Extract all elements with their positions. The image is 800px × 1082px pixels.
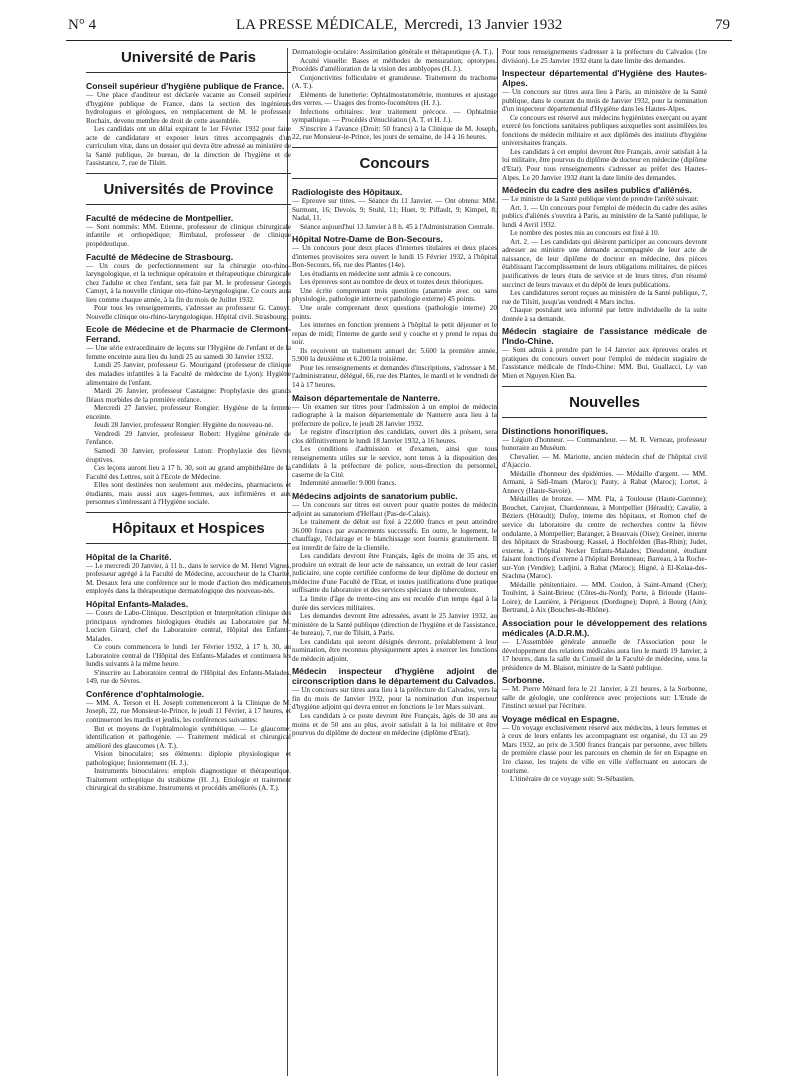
article-paragraph: — Le ministre de la Santé publique vient de prendre l'arrêté suivant: [502,195,699,204]
article [502,326,707,380]
article-paragraph: — Un concours sur titres est ouvert pour quatre postes de médecin adjoint au sanatorium d'Helfaut (Pas-de-Calais). [292,500,497,518]
article-paragraph: S'inscrire au Laboratoire central de l'Hôpital des Enfants-Malades, 149, rue de Sèvres. [86,668,291,686]
issue-date: Mercredi, 13 Janvier 1932 [404,17,563,33]
article [86,213,291,249]
article [502,675,707,711]
article-paragraph: Le registre d'inscription des candidats, ouvert dès à présent, sera clos définitivement le lundi 18 Janvier 1932, à 16 heures. [292,428,497,445]
section [502,48,707,381]
article-title: Distinctions honorifiques. [502,425,608,436]
article-paragraph: Médaille d'honneur des épidémies. — Médaille d'argent. — MM. Armani, à Sidi-Imam (Maroc); Pauty, à Rabat (Maroc); Lortet, à Annecy (Haute-Savoie). [502,469,707,495]
article-title: Hôpital Enfants-Malades. [86,598,189,609]
article-paragraph: — MM. A. Terson et H. Joseph commenceront à la Clinique de M. Joseph, 22, rue Monsieur-le-Prince, le jeudi 11 Février, à 17 heures, et continueront les mardis et jeudis, les conférences suivantes: [86,698,291,724]
article-paragraph: Le nombre des postes mis au concours est fixé à 10. [510,229,660,238]
article [292,666,497,737]
article-paragraph: — L'Assemblée générale annuelle de l'Association pour le développement des relations médicales aura lieu le mardi 19 Janvier, à 17 heures, dans la salle du Conseil de la Faculté de médecine, sous la présidence de M. Blaisot, ministre de la Santé publique. [502,637,707,672]
section [86,173,291,507]
article-paragraph: Art. 2. — Les candidats qui désirent participer au concours devront adresser au ministre une demande accompagnée de leur acte de naissance, de leur diplôme de docteur en médecine, des pièces établissant l'accomplissement de leurs obligations militaires, de pièces justificatives de leurs états de service et de leurs titres, d'un résumé succinct de leurs travaux et du dépôt de leurs publications. [502,237,707,289]
section [502,386,707,784]
article-title: Faculté de Médecine de Strasbourg. [86,251,234,262]
article-paragraph: Les candidatures seront reçues au ministère de la Santé publique, 7, rue de Tilsitt, jusqu'au vendredi 4 Mars inclus. [502,289,707,306]
section-heading: Université de Paris [86,48,291,73]
journal-name: LA PRESSE MÉDICALE, [236,17,398,33]
article-title: Association pour le développement des relations médicales (A.D.R.M.). [502,617,707,638]
article-paragraph: — Une place d'auditeur est déclarée vacante au Conseil supérieur d'hygiène publique de France, dans la section des ingénieurs hydrologues et géologues, en remplacement de M. le professeur Rochaix, devenu membre de droit de cette assemblée. [86,91,291,125]
article-title: Sorbonne. [502,675,545,686]
article [502,714,707,784]
article-paragraph: Les conditions d'admission et d'examen, ainsi que tous renseignements utiles sur le service, sont tenus à la disposition des candidats à la préfecture de police, sous-direction du personnel, caserne de la Cité. [292,445,497,479]
article [502,48,707,65]
article-title: Hôpital Notre-Dame de Bon-Secours. [292,234,443,245]
article-paragraph: Les candidats à ce poste devront être Français, âgés de 30 ans au moins et de 50 ans au plus, avoir satisfait à la loi militaire et être pourvus du diplôme de docteur en médecine (diplôme d'Etat). [292,712,497,738]
article-paragraph: Une orale comprenant deux questions (pathologie interne) 20 points. [292,304,497,321]
column-left [86,46,291,1076]
article-title: Hôpital de la Charité. [86,551,172,562]
article-paragraph: Ce concours est réservé aux médecins hygiénistes exerçant ou ayant exercé les fonctions sanitaires publiques auxquelles sont assimilées les fonctions de médecin militaire et aux diplômés des instituts d'hygiène universitaires français. [502,113,707,148]
article-title: Médecin du cadre des asiles publics d'aliénés. [502,185,692,196]
article-title: Maison départementale de Nanterre. [292,392,441,403]
section [86,48,291,168]
column-middle [292,46,497,1076]
article-paragraph: Conjonctivites folliculaire et granuleuse. Traitement du trachome (A. T.). [292,73,497,91]
article-paragraph: — Sont nommés: MM. Etienne, professeur de clinique chirurgicale infantile et orthopédique; Rimbaud, professeur de clinique propédeutique. [86,222,291,249]
article-paragraph: Médailles de bronze. — MM. Pla, à Toulouse (Haute-Garonne); Bouchet, Carejust, Chardonneau, à Montpellier (Hérault); Cavalie, à Béziers (Hérault); Dufoy, interne des hôpitaux, et Romon chef de service du laboratoire du centre de recherches contre la fièvre ondulante, à Montpellier; Baranger, à Beauvais (Oise); Greiner, interne des hôpitaux de Strasbourg; Kassel, à Hochfelden (Bas-Rhin); Judet, externe, à l'hôpital Necker Enfants-Malades; Dieudonné, étudiant faisant fonctions d'externe à l'hôpital Bretonneau; Barreau, à la Roche-sur-Yon (Vendée); Ladjini, à Rabat (Maroc); Higné, à El-Kelaa-des-Srachna (Maroc). [502,495,707,581]
article-paragraph: — Cours de Labo-Clinique. Description et Interprétation clinique des principaux syndromes biologiques étudiés au Laboratoire par M. Lucien Girard, chef du Laboratoire central, Hôpital des Enfants-Malades. [86,608,291,643]
article [502,68,707,182]
section-heading: Hôpitaux et Hospices [86,512,291,544]
article-paragraph: Elles sont destinées non seulement aux médecins, pharmaciens et étudiants, mais aussi aux sages-femmes, aux infirmières et aux personnes s'intéressant à l'Hygiène sociale. [86,481,291,507]
article-paragraph: Ces leçons auront lieu à 17 h. 30, soit au grand amphithéâtre de la Faculté des Lettres, soit à l'Ecole de Médecine. [86,464,291,481]
section-heading: Concours [292,147,497,179]
article-paragraph: — Un concours sur titres aura lieu à la préfecture du Calvados, vers la fin du mois de Janvier 1932, pour la nomination d'un inspecteur d'hygiène adjoint qui devra entrer en fonctions le 1er Mars suivant. [292,686,497,712]
article-paragraph: S'inscrire à l'avance (Droit: 50 francs) à la Clinique de M. Joseph, 22, rue Monsieur-le-Prince, les jours de semaine, de 14 à 16 heures. [292,124,497,142]
section [292,147,497,738]
article-title: Conseil supérieur d'hygiène publique de France. [86,81,285,91]
article-paragraph: Médaille pénitentiaire. — MM. Coulon, à Saint-Amand (Cher); Toulvint, à Saint-Brieuc (Côtes-du-Nord); Porte, à Brioude (Haute-Loire); de Laurière, à Périgueux (Dordogne); Dupré, à Bourg (Ain); Bertrand, à Aix (Bouches-du-Rhône). [502,580,707,615]
article-paragraph: Art. 1. — Un concours pour l'emploi de médecin du cadre des asiles publics d'aliénés s'ouvrira à Paris, au ministère de la Santé publique, le lundi 4 Avril 1932. [502,203,707,229]
article-title: Radiologiste des Hôpitaux. [292,187,403,198]
article-paragraph: Les demandes devront être adressées, avant le 25 Janvier 1932, au ministère de la Santé publique (direction de l'hygiène et de l'assistance, 4e bureau), 7, rue de Tilsitt, à Paris. [292,612,497,638]
article [86,552,291,596]
article-paragraph: Les candidats devront être Français, âgés de moins de 35 ans, et produire un extrait de leur acte de naissance, un extrait de leur casier judiciaire, une copie certifiée conforme de leur diplôme de docteur en médecine d'une Faculté de l'Etat, et toutes justifications d'une pratique suffisante du laboratoire et des services spéciaux de tuberculeux. [292,552,497,595]
article-paragraph: Pour tous les renseignements, s'adresser au professeur G. Canuyt. Nouvelle clinique oto-rhino-laryngologique. Hôpital civil. Strasbourg. [86,304,291,321]
article [86,81,291,168]
article [292,491,497,663]
article [502,426,707,615]
article-paragraph: — Un voyage exclusivement réservé aux médecins, à leurs femmes et à ceux de leurs enfants les accompagnant est organisé, du 13 au 29 Mars 1932, au prix de 3.500 francs français par personne, avec billets de première classe pour les parcours en chemin de fer en Espagne en 1re classe, les trajets de ville en ville s'effectuant en autocars de tourisme. [502,723,707,775]
article-paragraph: Vendredi 29 Janvier, professeur Robert: Hygiène générale de l'enfance. [86,429,291,447]
article-paragraph: Mercredi 27 Janvier, professeur Rongier: Hygiène de la femme enceinte. [86,404,291,421]
section-heading: Universités de Province [86,173,291,205]
article-paragraph: — M. Pierre Ménard fera le 21 Janvier, à 21 heures, à la Sorbonne, salle de géologie, une conférence avec projections sur: L'Etude de l'instinct sexuel par l'écriture. [502,685,707,711]
article-title: Médecin inspecteur d'hygiène adjoint de circonscription dans le département du Calvados. [292,666,497,687]
article [86,599,291,686]
article-paragraph: — Un cours de perfectionnement sur la chirurgie oto-rhino-laryngologique, et la technique opératoire et thérapeutique chirurgicale chez l'adulte et chez l'enfant, sera fait par M. le professeur Georges Canuyt, à la nouvelle clinique oto-rhino-laryngologique. Ce cours aura lieu comme chaque année, à la fin du mois de Juillet 1932. [86,261,291,304]
article-paragraph: Samedi 30 Janvier, professeur Luton: Prophylaxie des fièvres éruptives. [86,446,291,464]
article-paragraph: La limite d'âge de trente-cinq ans est reculée d'un temps égal à la durée des services militaires. [292,594,497,612]
article-paragraph: Chevalier. — M. Mariotte, ancien médecin chef de l'hôpital civil d'Ajaccio. [502,452,707,470]
article-paragraph: Les candidats qui seront désignés devront, préalablement à leur nomination, être reconnus physiquement aptes à exercer les fonctions de médecin adjoint. [292,637,497,663]
article-paragraph: Ils reçoivent un traitement annuel de: 5.600 la première année, 5.900 la deuxième et 6.200 la troisième. [292,346,497,364]
article-paragraph: Les internes en fonction prennent à l'hôpital le petit déjeuner et le repas de midi; l'interne de garde seul y couche et y prend le repas du soir. [292,321,497,347]
article-paragraph: Une écrite comprenant trois questions (anatomie avec ou sans physiologie, pathologie interne et pathologie externe) 45 points. [292,286,497,304]
article-paragraph: — Légion d'honneur. — Commandeur. — M. R. Verneau, professeur honoraire au Muséum. [502,435,707,453]
issue-number: N° 4 [68,17,97,33]
article-paragraph: Le traitement de début est fixé à 22.000 francs et peut atteindre 36.000 francs par avancements successifs. En outre, le logement, le chauffage, l'éclairage et le blanchissage sont fournis gratuitement. Il est interdit de faire de la clientèle. [292,518,497,552]
article-paragraph: Vision binoculaire; ses éléments: diplopie physiologique et pathologique; fusionnement (H. J.). [86,750,291,767]
article-paragraph: Indemnité annuelle: 9.000 francs. [300,479,397,488]
article-paragraph: Acuité visuelle: Bases et méthodes de mensuration; optotypes. Procédés d'amélioration de la vision des amblyopes (H. J.). [292,56,497,74]
article-paragraph: But et moyens de l'ophtalmologie synthétique. — Le glaucome: identification et pathogénie. — Traitement médical et chirurgical amélioré des glaucomes (A. T.). [86,724,291,750]
article-paragraph: Eléments de lunetterie: Ophtalmostatométrie, montures et ajustage des verres. — Usages des fronto-focomètres (H. J.). [292,90,497,108]
page-number: 79 [715,17,730,33]
article-paragraph: L'itinéraire de ce voyage suit: St-Sébastien. [510,775,635,784]
article-paragraph: Infections orbitaires: leur traitement précoce. — Ophtalmie sympathique. — Procédés d'énucléation (A. T. et H. J.). [292,107,497,125]
article [502,618,707,672]
article-title: Faculté de médecine de Montpellier. [86,212,234,223]
article-title: Médecin stagiaire de l'assistance médicale de l'Indo-Chine. [502,326,707,347]
article-paragraph: — Sont admis à prendre part le 14 Janvier aux épreuves orales et pratiques du concours ouvert pour l'emploi de médecin stagiaire de l'assistance médicale de l'Indo-Chine: MM. Bui, Guallacci, Ly van Mien et Nguyen Kien Ba. [502,346,707,380]
article-title: Ecole de Médecine et de Pharmacie de Clermont-Ferrand. [86,324,291,345]
article-paragraph: Les candidats à cet emploi devront être Français, avoir satisfait à la loi militaire, être pourvus du diplôme de docteur en médecine (diplôme d'Etat). Pour tous renseignements s'adresser au préfet des Hautes-Alpes. Le 20 Janvier 1932 étant la date limite des demandes. [502,147,707,182]
article-paragraph: Ce cours commencera le lundi 1er Février 1932, à 17 h. 30, au Laboratoire central de l'Hôpital des Enfants-Malades et continuera les lundis suivants à la même heure. [86,643,291,669]
article-paragraph: Pour tous renseignements s'adresser à la préfecture du Calvados (1re division). Le 25 Janvier 1932 étant la date limite des demandes. [502,48,707,65]
article-paragraph: — Une série extraordinaire de leçons sur l'Hygiène de l'enfant et de la femme enceinte aura lieu du lundi 25 au samedi 30 Janvier 1932. [86,344,291,361]
article-paragraph: Mardi 26 Janvier, professeur Castaigne: Prophylaxie des grands fléaux morbides de la première enfance. [86,387,291,404]
column-divider [497,48,498,1076]
article-title: Inspecteur départemental d'Hygiène des Hautes-Alpes. [502,68,707,89]
article-paragraph: — Epreuve sur titres. — Séance du 11 Janvier. — Ont obtenu: MM. Surmont, 16; Devois, 9; Stuhl, 11; Huet, 9; Piffault, 9; Kimpel, 8; Nadal, 11. [292,197,497,223]
section [292,48,497,142]
section-heading: Nouvelles [502,386,707,418]
article-paragraph: Pour les renseignements et demandes d'inscriptions, s'adresser à M. l'administrateur, délégué, 66, rue des Plantes, le mardi et le vendredi de 14 à 17 heures. [292,363,497,389]
section [86,512,291,793]
article [86,252,291,322]
article [292,393,497,488]
article-paragraph: Les étudiants en médecine sont admis à ce concours. [300,269,452,278]
article-paragraph: Séance aujourd'hui 13 Janvier à 8 h. 45 à l'Administration Centrale. [300,222,495,231]
article-paragraph: — Un concours sur titres aura lieu à Paris, au ministère de la Santé publique, dans le courant du mois de Janvier 1932, pour la nomination d'un inspecteur départemental d'Hygiène dans les Hautes-Alpes. [502,88,707,114]
article [502,185,707,323]
article-paragraph: Lundi 25 Janvier, professeur G. Mourigand (professeur de clinique des maladies infantiles à la Faculté de médecine de Lyon): Hygiène alimentaire de l'enfant. [86,361,291,387]
article [86,324,291,506]
article-paragraph: — Un concours pour deux places d'internes titulaires et deux places d'internes provisoires sera ouvert le lundi 15 Février 1932, à l'hôpital Bon-Secours, 66, rue des Plantes (14e). [292,244,497,270]
article-paragraph: Jeudi 28 Janvier, professeur Rongier: Hygiène du nouveau-né. [94,421,274,430]
article [292,48,497,142]
article-paragraph: — Le mercredi 20 Janvier, à 11 h., dans le service de M. Henri Vignes, professeur agrégé à la Faculté de Médecine, accoucheur de la Charité, M. Desaux fera une conférence sur le mode d'action des médicaments employés dans la thérapeutique dermatologique des nouveau-nés. [86,561,291,596]
article-title: Médecins adjoints de sanatorium public. [292,490,458,501]
article [86,689,291,793]
article-paragraph: Chaque postulant sera informé par lettre individuelle de la suite donnée à sa demande. [502,306,707,323]
article-paragraph: Dermatologie oculaire: Assimilation générale et thérapeutique (A. T.). [292,48,494,56]
page-header [66,14,732,41]
article-title: Conférence d'ophtalmologie. [86,688,205,699]
article-paragraph: — Un examen sur titres pour l'admission à un emploi de médecin radiographe à la maison départementale de Nanterre aura lieu à la préfecture de police, le jeudi 28 Janvier 1932. [292,402,497,428]
article [292,234,497,389]
article-title: Voyage médical en Espagne. [502,713,620,724]
article-paragraph: Instruments binoculaires: emplois diagnostique et thérapeutique. Traitement orthoptique du strabisme (H. J.). Etiologie et traitement chirurgical du strabisme. Instruments et procédés améliorés (A. T.). [86,767,291,793]
column-right [502,46,707,1076]
article [292,187,497,231]
article-paragraph: Les candidats ont un délai expirant le 1er Février 1932 pour faire acte de candidature et exposer leurs titres accompagnés d'un curriculum vitæ, dans un dossier qui devra être adressé au ministère de la Santé publique, 2e bureau, de la direction de l'hygiène et de l'assistance, 7, rue de Tilsitt. [86,125,291,168]
article-paragraph: Les épreuves sont au nombre de deux et toutes deux théoriques. [300,278,484,287]
